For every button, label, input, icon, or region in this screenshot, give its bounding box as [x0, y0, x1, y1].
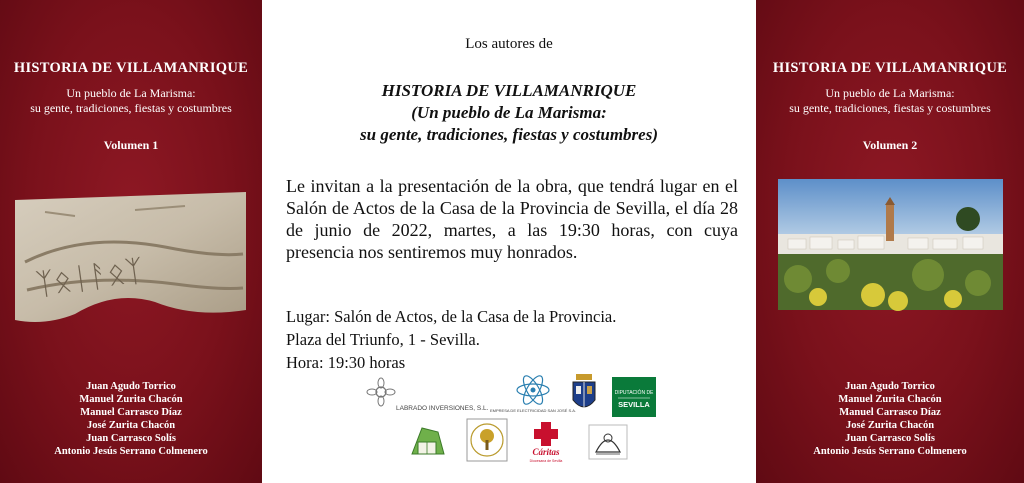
svg-text:DIPUTACIÓN DE: DIPUTACIÓN DE [614, 390, 654, 396]
author-name: Antonio Jesús Serrano Colmenero [813, 446, 967, 457]
book-cover-volume-1 [0, 0, 262, 483]
inscribed-stone-image [15, 192, 246, 325]
svg-text:EMPRESA DE ELECTRICIDAD SAN JO: EMPRESA DE ELECTRICIDAD SAN JOSÉ S.A. [489, 408, 577, 413]
author-name: Juan Carrasco Solís [845, 433, 935, 444]
author-name: Manuel Zurita Chacón [838, 394, 942, 405]
author-name: Manuel Carrasco Díaz [839, 407, 941, 418]
caritas-logo [522, 420, 570, 464]
svg-text:LABRADO INVERSIONES, S.L.: LABRADO INVERSIONES, S.L. [396, 405, 489, 412]
electricity-company-logo [489, 372, 577, 416]
cover-title: HISTORIA DE VILLAMANRIQUE [772, 60, 1008, 76]
cover-volume-label: Volumen 2 [862, 138, 918, 152]
event-place: Lugar: Salón de Actos, de la Casa de la Provincia. [286, 307, 617, 326]
invitation-title-line-2: (Un pueblo de La Marisma: [411, 103, 607, 122]
cover-subtitle [0, 86, 262, 116]
invitation-title-line-3: su gente, tradiciones, fiestas y costumbres) [360, 125, 658, 144]
hermandad-emblem-logo [588, 424, 628, 460]
author-name: Juan Agudo Torrico [86, 381, 176, 392]
cover-authors [756, 380, 1024, 458]
invitation-book-title [262, 80, 756, 146]
event-address: Plaza del Triunfo, 1 - Sevilla. [286, 330, 480, 349]
cover-subtitle-line-2: su gente, tradiciones, fiestas y costumbres [789, 101, 991, 115]
svg-text:Diocesana de Sevilla: Diocesana de Sevilla [529, 459, 563, 463]
tree-seal-logo [466, 418, 508, 462]
cover-subtitle [756, 86, 1024, 116]
author-name: Manuel Carrasco Díaz [80, 407, 182, 418]
invitation-intro: Los autores de [465, 36, 553, 52]
green-book-logo [408, 424, 448, 460]
author-name: Juan Agudo Torrico [845, 381, 935, 392]
svg-text:SEVILLA: SEVILLA [618, 400, 650, 409]
village-landscape-image [778, 179, 1003, 310]
cover-subtitle-line-1: Un pueblo de La Marisma: [66, 86, 196, 100]
diputacion-sevilla-logo [612, 377, 656, 417]
invitation-panel [262, 0, 756, 483]
labrado-flower-icon [366, 378, 396, 412]
author-name: Antonio Jesús Serrano Colmenero [54, 446, 208, 457]
svg-text:Cáritas: Cáritas [532, 447, 560, 457]
author-name: José Zurita Chacón [845, 420, 935, 431]
event-details [286, 305, 738, 374]
labrado-logo-text [396, 401, 489, 413]
coat-of-arms-icon [570, 372, 598, 416]
author-name: Juan Carrasco Solís [86, 433, 176, 444]
author-name: Manuel Zurita Chacón [79, 394, 183, 405]
svg-text:ᛉᛟᛁᚨᛟᛉ: ᛉᛟᛁᚨᛟᛉ [33, 253, 146, 303]
cover-subtitle-line-2: su gente, tradiciones, fiestas y costumbres [30, 101, 232, 115]
cover-authors [0, 380, 262, 458]
author-name: José Zurita Chacón [86, 420, 176, 431]
invitation-title-line-1: HISTORIA DE VILLAMANRIQUE [381, 81, 637, 100]
cover-volume-label: Volumen 1 [103, 138, 159, 152]
cover-title: HISTORIA DE VILLAMANRIQUE [13, 60, 249, 76]
invitation-body: Le invitan a la presentación de la obra, que tendrá lugar en el Salón de Actos de la Casa de la Provincia de Sevilla, el día 28 de junio de 2022, martes, a las 19:30 horas, con cuya presencia nos sentiremos muy honrados. [286, 176, 738, 262]
cover-subtitle-line-1: Un pueblo de La Marisma: [825, 86, 955, 100]
event-time: Hora: 19:30 horas [286, 353, 406, 372]
book-cover-volume-2 [756, 0, 1024, 483]
